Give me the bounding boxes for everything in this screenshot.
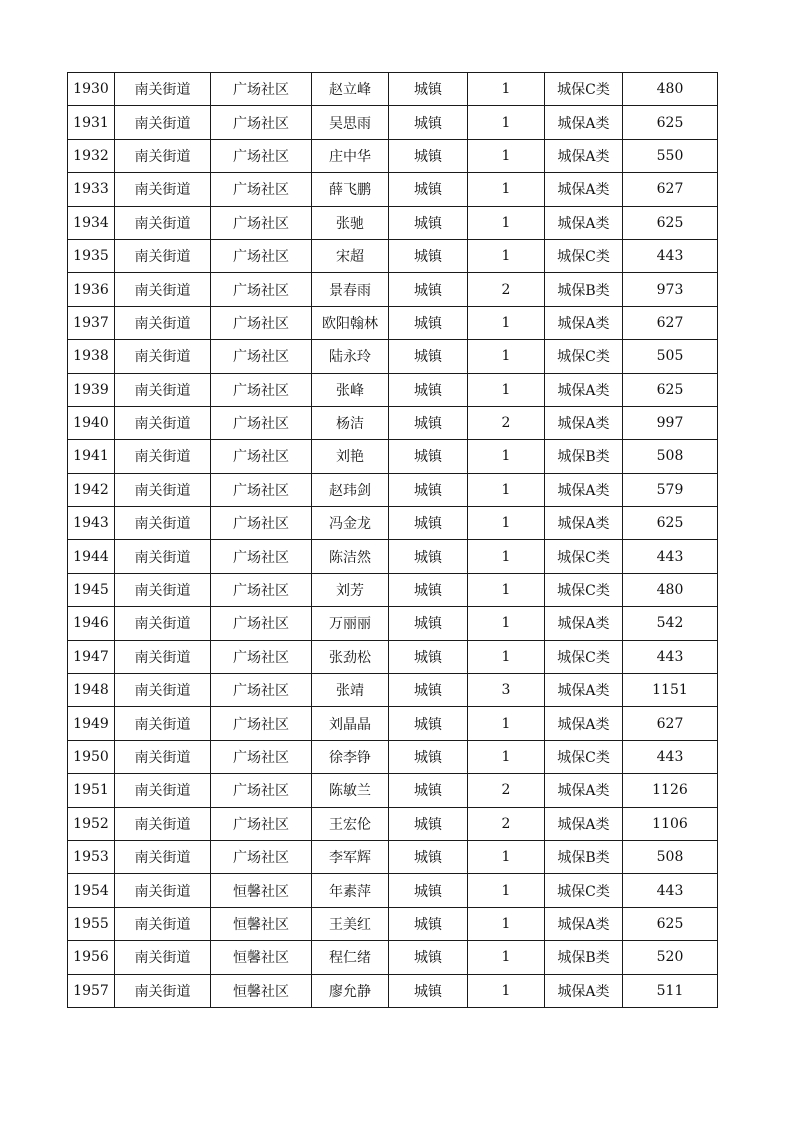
- name-cell: 杨洁: [312, 406, 389, 439]
- street-cell: 南关街道: [115, 874, 211, 907]
- amount-cell: 625: [623, 106, 718, 139]
- area-type-cell: 城镇: [389, 173, 468, 206]
- community-cell: 广场社区: [211, 807, 312, 840]
- area-type-cell: 城镇: [389, 674, 468, 707]
- row-number-cell: 1956: [68, 941, 115, 974]
- household-size-cell: 1: [468, 139, 545, 172]
- category-cell: 城保A类: [545, 406, 623, 439]
- area-type-cell: 城镇: [389, 774, 468, 807]
- table-row: [68, 440, 718, 473]
- community-cell: 广场社区: [211, 206, 312, 239]
- household-size-cell: 3: [468, 674, 545, 707]
- community-cell: 广场社区: [211, 707, 312, 740]
- table-row: [68, 507, 718, 540]
- table-row: [68, 707, 718, 740]
- household-size-cell: 1: [468, 239, 545, 272]
- row-number-cell: 1947: [68, 640, 115, 673]
- row-number-cell: 1948: [68, 674, 115, 707]
- community-cell: 广场社区: [211, 173, 312, 206]
- community-cell: 广场社区: [211, 73, 312, 106]
- row-number-cell: 1936: [68, 273, 115, 306]
- community-cell: 广场社区: [211, 573, 312, 606]
- area-type-cell: 城镇: [389, 607, 468, 640]
- row-number-cell: 1935: [68, 239, 115, 272]
- category-cell: 城保C类: [545, 239, 623, 272]
- name-cell: 李军辉: [312, 840, 389, 873]
- name-cell: 冯金龙: [312, 507, 389, 540]
- name-cell: 廖允静: [312, 974, 389, 1007]
- area-type-cell: 城镇: [389, 840, 468, 873]
- row-number-cell: 1934: [68, 206, 115, 239]
- amount-cell: 973: [623, 273, 718, 306]
- name-cell: 刘晶晶: [312, 707, 389, 740]
- household-size-cell: 1: [468, 607, 545, 640]
- row-number-cell: 1952: [68, 807, 115, 840]
- amount-cell: 627: [623, 306, 718, 339]
- name-cell: 刘芳: [312, 573, 389, 606]
- amount-cell: 443: [623, 540, 718, 573]
- row-number-cell: 1940: [68, 406, 115, 439]
- street-cell: 南关街道: [115, 206, 211, 239]
- category-cell: 城保A类: [545, 507, 623, 540]
- table-row: [68, 573, 718, 606]
- table-row: [68, 740, 718, 773]
- row-number-cell: 1938: [68, 340, 115, 373]
- area-type-cell: 城镇: [389, 239, 468, 272]
- area-type-cell: 城镇: [389, 941, 468, 974]
- amount-cell: 443: [623, 239, 718, 272]
- street-cell: 南关街道: [115, 707, 211, 740]
- amount-cell: 627: [623, 707, 718, 740]
- category-cell: 城保A类: [545, 106, 623, 139]
- category-cell: 城保A类: [545, 373, 623, 406]
- name-cell: 吴思雨: [312, 106, 389, 139]
- street-cell: 南关街道: [115, 774, 211, 807]
- amount-cell: 505: [623, 340, 718, 373]
- table-row: [68, 540, 718, 573]
- area-type-cell: 城镇: [389, 73, 468, 106]
- name-cell: 赵玮剑: [312, 473, 389, 506]
- category-cell: 城保C类: [545, 540, 623, 573]
- community-cell: 广场社区: [211, 139, 312, 172]
- street-cell: 南关街道: [115, 640, 211, 673]
- name-cell: 张靖: [312, 674, 389, 707]
- name-cell: 徐李铮: [312, 740, 389, 773]
- household-size-cell: 1: [468, 440, 545, 473]
- name-cell: 赵立峰: [312, 73, 389, 106]
- name-cell: 庄中华: [312, 139, 389, 172]
- category-cell: 城保A类: [545, 306, 623, 339]
- community-cell: 恒馨社区: [211, 974, 312, 1007]
- name-cell: 薛飞鹏: [312, 173, 389, 206]
- amount-cell: 997: [623, 406, 718, 439]
- name-cell: 程仁绪: [312, 941, 389, 974]
- amount-cell: 625: [623, 907, 718, 940]
- household-size-cell: 2: [468, 406, 545, 439]
- amount-cell: 550: [623, 139, 718, 172]
- table-row: [68, 373, 718, 406]
- area-type-cell: 城镇: [389, 340, 468, 373]
- street-cell: 南关街道: [115, 840, 211, 873]
- amount-cell: 520: [623, 941, 718, 974]
- table-row: [68, 306, 718, 339]
- category-cell: 城保C类: [545, 740, 623, 773]
- amount-cell: 579: [623, 473, 718, 506]
- amount-cell: 508: [623, 840, 718, 873]
- community-cell: 广场社区: [211, 473, 312, 506]
- row-number-cell: 1941: [68, 440, 115, 473]
- area-type-cell: 城镇: [389, 440, 468, 473]
- row-number-cell: 1951: [68, 774, 115, 807]
- amount-cell: 1126: [623, 774, 718, 807]
- table-row: [68, 406, 718, 439]
- street-cell: 南关街道: [115, 273, 211, 306]
- community-cell: 广场社区: [211, 273, 312, 306]
- street-cell: 南关街道: [115, 907, 211, 940]
- row-number-cell: 1943: [68, 507, 115, 540]
- table-row: [68, 840, 718, 873]
- category-cell: 城保C类: [545, 340, 623, 373]
- community-cell: 恒馨社区: [211, 941, 312, 974]
- table-row: [68, 340, 718, 373]
- name-cell: 景春雨: [312, 273, 389, 306]
- community-cell: 广场社区: [211, 406, 312, 439]
- community-cell: 广场社区: [211, 540, 312, 573]
- row-number-cell: 1930: [68, 73, 115, 106]
- street-cell: 南关街道: [115, 406, 211, 439]
- amount-cell: 443: [623, 640, 718, 673]
- community-cell: 广场社区: [211, 106, 312, 139]
- area-type-cell: 城镇: [389, 373, 468, 406]
- name-cell: 张驰: [312, 206, 389, 239]
- household-size-cell: 1: [468, 373, 545, 406]
- community-cell: 广场社区: [211, 340, 312, 373]
- area-type-cell: 城镇: [389, 907, 468, 940]
- table-row: [68, 807, 718, 840]
- category-cell: 城保C类: [545, 874, 623, 907]
- household-size-cell: 1: [468, 707, 545, 740]
- household-size-cell: 1: [468, 573, 545, 606]
- table-row: [68, 607, 718, 640]
- area-type-cell: 城镇: [389, 273, 468, 306]
- category-cell: 城保A类: [545, 774, 623, 807]
- category-cell: 城保A类: [545, 139, 623, 172]
- household-size-cell: 1: [468, 106, 545, 139]
- row-number-cell: 1945: [68, 573, 115, 606]
- area-type-cell: 城镇: [389, 406, 468, 439]
- community-cell: 广场社区: [211, 740, 312, 773]
- household-size-cell: 1: [468, 874, 545, 907]
- row-number-cell: 1954: [68, 874, 115, 907]
- data-table: [67, 72, 718, 1008]
- category-cell: 城保C类: [545, 73, 623, 106]
- household-size-cell: 1: [468, 206, 545, 239]
- household-size-cell: 1: [468, 974, 545, 1007]
- household-size-cell: 1: [468, 73, 545, 106]
- row-number-cell: 1942: [68, 473, 115, 506]
- street-cell: 南关街道: [115, 573, 211, 606]
- row-number-cell: 1931: [68, 106, 115, 139]
- community-cell: 广场社区: [211, 507, 312, 540]
- name-cell: 陈洁然: [312, 540, 389, 573]
- street-cell: 南关街道: [115, 473, 211, 506]
- category-cell: 城保A类: [545, 974, 623, 1007]
- area-type-cell: 城镇: [389, 540, 468, 573]
- row-number-cell: 1939: [68, 373, 115, 406]
- household-size-cell: 2: [468, 273, 545, 306]
- name-cell: 欧阳翰林: [312, 306, 389, 339]
- table-row: [68, 473, 718, 506]
- community-cell: 广场社区: [211, 373, 312, 406]
- household-size-cell: 1: [468, 473, 545, 506]
- table-row: [68, 774, 718, 807]
- amount-cell: 508: [623, 440, 718, 473]
- table-row: [68, 874, 718, 907]
- category-cell: 城保A类: [545, 473, 623, 506]
- category-cell: 城保B类: [545, 941, 623, 974]
- amount-cell: 625: [623, 206, 718, 239]
- household-size-cell: 1: [468, 173, 545, 206]
- category-cell: 城保A类: [545, 206, 623, 239]
- table-row: [68, 974, 718, 1007]
- street-cell: 南关街道: [115, 440, 211, 473]
- row-number-cell: 1953: [68, 840, 115, 873]
- row-number-cell: 1950: [68, 740, 115, 773]
- name-cell: 张峰: [312, 373, 389, 406]
- street-cell: 南关街道: [115, 340, 211, 373]
- street-cell: 南关街道: [115, 507, 211, 540]
- amount-cell: 542: [623, 607, 718, 640]
- street-cell: 南关街道: [115, 139, 211, 172]
- household-size-cell: 1: [468, 740, 545, 773]
- category-cell: 城保A类: [545, 607, 623, 640]
- amount-cell: 480: [623, 573, 718, 606]
- household-size-cell: 1: [468, 840, 545, 873]
- category-cell: 城保B类: [545, 273, 623, 306]
- community-cell: 恒馨社区: [211, 907, 312, 940]
- street-cell: 南关街道: [115, 239, 211, 272]
- area-type-cell: 城镇: [389, 139, 468, 172]
- household-size-cell: 1: [468, 507, 545, 540]
- street-cell: 南关街道: [115, 106, 211, 139]
- household-size-cell: 1: [468, 907, 545, 940]
- category-cell: 城保A类: [545, 707, 623, 740]
- name-cell: 陆永玲: [312, 340, 389, 373]
- street-cell: 南关街道: [115, 540, 211, 573]
- community-cell: 广场社区: [211, 306, 312, 339]
- amount-cell: 1151: [623, 674, 718, 707]
- category-cell: 城保A类: [545, 674, 623, 707]
- area-type-cell: 城镇: [389, 874, 468, 907]
- table-row: [68, 73, 718, 106]
- community-cell: 广场社区: [211, 840, 312, 873]
- street-cell: 南关街道: [115, 306, 211, 339]
- table-row: [68, 173, 718, 206]
- area-type-cell: 城镇: [389, 206, 468, 239]
- name-cell: 年素萍: [312, 874, 389, 907]
- community-cell: 广场社区: [211, 239, 312, 272]
- table-row: [68, 941, 718, 974]
- household-size-cell: 2: [468, 774, 545, 807]
- category-cell: 城保A类: [545, 173, 623, 206]
- area-type-cell: 城镇: [389, 106, 468, 139]
- table-row: [68, 273, 718, 306]
- community-cell: 广场社区: [211, 640, 312, 673]
- area-type-cell: 城镇: [389, 974, 468, 1007]
- area-type-cell: 城镇: [389, 573, 468, 606]
- name-cell: 宋超: [312, 239, 389, 272]
- community-cell: 广场社区: [211, 774, 312, 807]
- street-cell: 南关街道: [115, 740, 211, 773]
- amount-cell: 1106: [623, 807, 718, 840]
- area-type-cell: 城镇: [389, 740, 468, 773]
- category-cell: 城保B类: [545, 440, 623, 473]
- amount-cell: 627: [623, 173, 718, 206]
- area-type-cell: 城镇: [389, 473, 468, 506]
- street-cell: 南关街道: [115, 807, 211, 840]
- community-cell: 广场社区: [211, 607, 312, 640]
- household-size-cell: 1: [468, 340, 545, 373]
- name-cell: 陈敏兰: [312, 774, 389, 807]
- row-number-cell: 1949: [68, 707, 115, 740]
- category-cell: 城保C类: [545, 573, 623, 606]
- category-cell: 城保A类: [545, 807, 623, 840]
- table-row: [68, 106, 718, 139]
- household-size-cell: 1: [468, 640, 545, 673]
- row-number-cell: 1932: [68, 139, 115, 172]
- amount-cell: 625: [623, 373, 718, 406]
- household-size-cell: 1: [468, 306, 545, 339]
- table-row: [68, 239, 718, 272]
- community-cell: 广场社区: [211, 440, 312, 473]
- name-cell: 王美红: [312, 907, 389, 940]
- table-body: [68, 73, 718, 1008]
- street-cell: 南关街道: [115, 607, 211, 640]
- area-type-cell: 城镇: [389, 507, 468, 540]
- street-cell: 南关街道: [115, 73, 211, 106]
- row-number-cell: 1957: [68, 974, 115, 1007]
- name-cell: 张劲松: [312, 640, 389, 673]
- name-cell: 刘艳: [312, 440, 389, 473]
- category-cell: 城保C类: [545, 640, 623, 673]
- row-number-cell: 1933: [68, 173, 115, 206]
- amount-cell: 511: [623, 974, 718, 1007]
- amount-cell: 625: [623, 507, 718, 540]
- amount-cell: 443: [623, 740, 718, 773]
- community-cell: 广场社区: [211, 674, 312, 707]
- name-cell: 万丽丽: [312, 607, 389, 640]
- street-cell: 南关街道: [115, 974, 211, 1007]
- table-row: [68, 640, 718, 673]
- area-type-cell: 城镇: [389, 807, 468, 840]
- amount-cell: 480: [623, 73, 718, 106]
- community-cell: 恒馨社区: [211, 874, 312, 907]
- row-number-cell: 1955: [68, 907, 115, 940]
- row-number-cell: 1944: [68, 540, 115, 573]
- table-row: [68, 674, 718, 707]
- table-row: [68, 139, 718, 172]
- household-size-cell: 1: [468, 540, 545, 573]
- category-cell: 城保B类: [545, 840, 623, 873]
- table-row: [68, 206, 718, 239]
- street-cell: 南关街道: [115, 173, 211, 206]
- row-number-cell: 1946: [68, 607, 115, 640]
- household-size-cell: 1: [468, 941, 545, 974]
- street-cell: 南关街道: [115, 674, 211, 707]
- amount-cell: 443: [623, 874, 718, 907]
- name-cell: 王宏伦: [312, 807, 389, 840]
- area-type-cell: 城镇: [389, 707, 468, 740]
- row-number-cell: 1937: [68, 306, 115, 339]
- area-type-cell: 城镇: [389, 640, 468, 673]
- household-size-cell: 2: [468, 807, 545, 840]
- category-cell: 城保A类: [545, 907, 623, 940]
- street-cell: 南关街道: [115, 373, 211, 406]
- area-type-cell: 城镇: [389, 306, 468, 339]
- table-row: [68, 907, 718, 940]
- street-cell: 南关街道: [115, 941, 211, 974]
